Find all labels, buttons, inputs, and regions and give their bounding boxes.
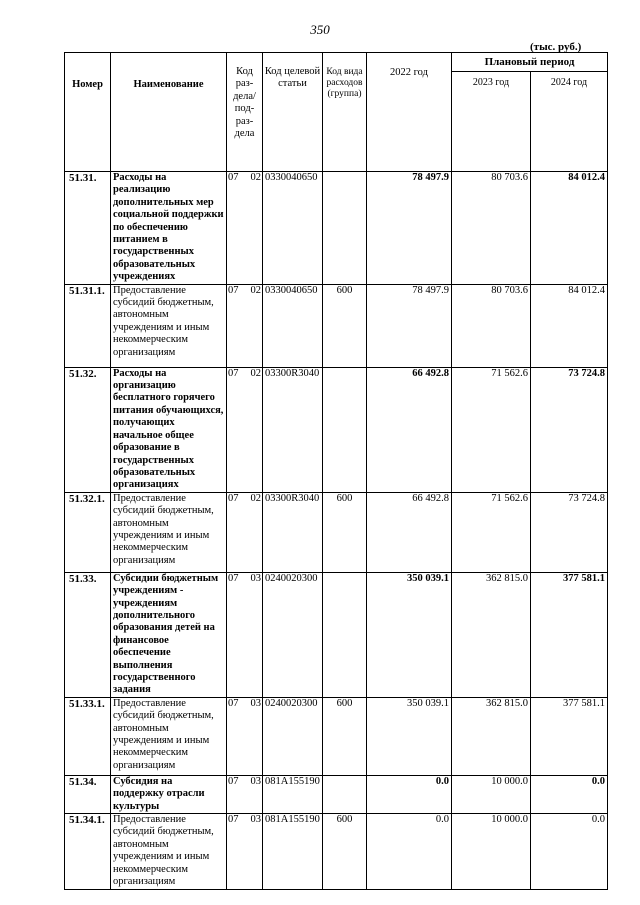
row-2024: 73 724.8 [531,367,608,492]
row-target: 0240020300 [263,697,323,775]
row-razdel [227,814,263,890]
row-pr: 02 [250,492,261,504]
budget-table [64,52,608,890]
table-row [65,492,608,572]
row-2023: 362 815.0 [452,572,531,697]
row-2024: 377 581.1 [531,697,608,775]
row-number: 51.34.1. [65,814,111,890]
row-number: 51.33.1. [65,697,111,775]
header-razdel: Код раз-дела/ под-раз-дела [227,53,263,172]
row-2022: 66 492.8 [367,492,452,572]
row-vid [323,172,367,285]
row-target: 0240020300 [263,572,323,697]
table-row [65,814,608,890]
row-name: Субсидия на поддержку отрасли культуры [111,775,227,813]
header-number: Номер [65,53,111,172]
page-number: 350 [310,22,330,37]
row-name: Расходы на организацию бесплатного горячего питания обучающихся, получающих начальное общее образование в государственных образовательных организациях [111,367,227,492]
header-2023: 2023 год [452,72,531,172]
row-2024: 0.0 [531,814,608,890]
row-name: Субсидии бюджетным учреждениям - учреждениям дополнительного образования детей на финансовое обеспечение выполнения государственного задания [111,572,227,697]
header-plan-period: Плановый период [452,53,608,72]
row-target: 0330040650 [263,172,323,285]
row-rz: 07 [228,814,239,825]
row-rz: 07 [228,775,239,787]
row-2023: 10 000.0 [452,814,531,890]
units-label: (тыс. руб.) [530,41,582,53]
row-name: Расходы на реализацию дополнительных мер социальной поддержки по обеспечению питанием в государственных образовательных учреждениях [111,172,227,285]
row-number: 51.33. [65,572,111,697]
row-vid: 600 [323,284,367,367]
row-2023: 362 815.0 [452,697,531,775]
row-pr: 03 [250,697,261,709]
row-vid: 600 [323,697,367,775]
row-pr: 02 [250,367,261,379]
header-name: Наименование [111,53,227,172]
row-razdel [227,492,263,572]
row-razdel [227,775,263,813]
row-2022: 78 497.9 [367,284,452,367]
table-row [65,172,608,285]
row-pr: 03 [250,814,261,825]
row-target: 03300R3040 [263,492,323,572]
row-razdel [227,172,263,285]
table-row [65,697,608,775]
row-vid: 600 [323,814,367,890]
table-row [65,367,608,492]
row-target: 0330040650 [263,284,323,367]
row-2023: 10 000.0 [452,775,531,813]
row-vid: 600 [323,492,367,572]
row-rz: 07 [228,284,239,296]
row-2023: 71 562.6 [452,492,531,572]
row-number: 51.32.1. [65,492,111,572]
row-2022: 66 492.8 [367,367,452,492]
row-2024: 84 012.4 [531,284,608,367]
row-vid [323,367,367,492]
header-vid: Код вида расходов (группа) [323,53,367,172]
row-2022: 0.0 [367,814,452,890]
header-2024: 2024 год [531,72,608,172]
row-number: 51.31. [65,172,111,285]
row-rz: 07 [228,697,239,709]
row-number: 51.32. [65,367,111,492]
row-target: 03300R3040 [263,367,323,492]
table-row [65,775,608,813]
row-name: Предоставление субсидий бюджетным, автономным учреждениям и иным некоммерческим организациям [111,492,227,572]
header-target: Код целевой статьи [263,53,323,172]
table-row [65,572,608,697]
row-2023: 80 703.6 [452,284,531,367]
row-rz: 07 [228,172,239,183]
row-2022: 350 039.1 [367,572,452,697]
row-pr: 02 [250,284,261,296]
row-pr: 02 [250,172,261,183]
row-number: 51.34. [65,775,111,813]
row-rz: 07 [228,492,239,504]
row-2022: 350 039.1 [367,697,452,775]
row-razdel [227,572,263,697]
row-2023: 80 703.6 [452,172,531,285]
row-pr: 03 [250,775,261,787]
row-rz: 07 [228,367,239,379]
row-2023: 71 562.6 [452,367,531,492]
row-target: 081A155190 [263,775,323,813]
row-2024: 0.0 [531,775,608,813]
row-razdel [227,284,263,367]
row-razdel [227,367,263,492]
row-name: Предоставление субсидий бюджетным, автономным учреждениям и иным некоммерческим организациям [111,814,227,890]
row-2024: 377 581.1 [531,572,608,697]
row-vid [323,775,367,813]
row-2024: 84 012.4 [531,172,608,285]
row-2022: 0.0 [367,775,452,813]
row-2022: 78 497.9 [367,172,452,285]
row-2024: 73 724.8 [531,492,608,572]
row-rz: 07 [228,572,239,584]
row-target: 081A155190 [263,814,323,890]
row-razdel [227,697,263,775]
table-row [65,284,608,367]
header-2022: 2022 год [367,53,452,172]
row-number: 51.31.1. [65,284,111,367]
row-name: Предоставление субсидий бюджетным, автономным учреждениям и иным некоммерческим организациям [111,284,227,367]
row-name: Предоставление субсидий бюджетным, автономным учреждениям и иным некоммерческим организациям [111,697,227,775]
row-vid [323,572,367,697]
row-pr: 03 [250,572,261,584]
